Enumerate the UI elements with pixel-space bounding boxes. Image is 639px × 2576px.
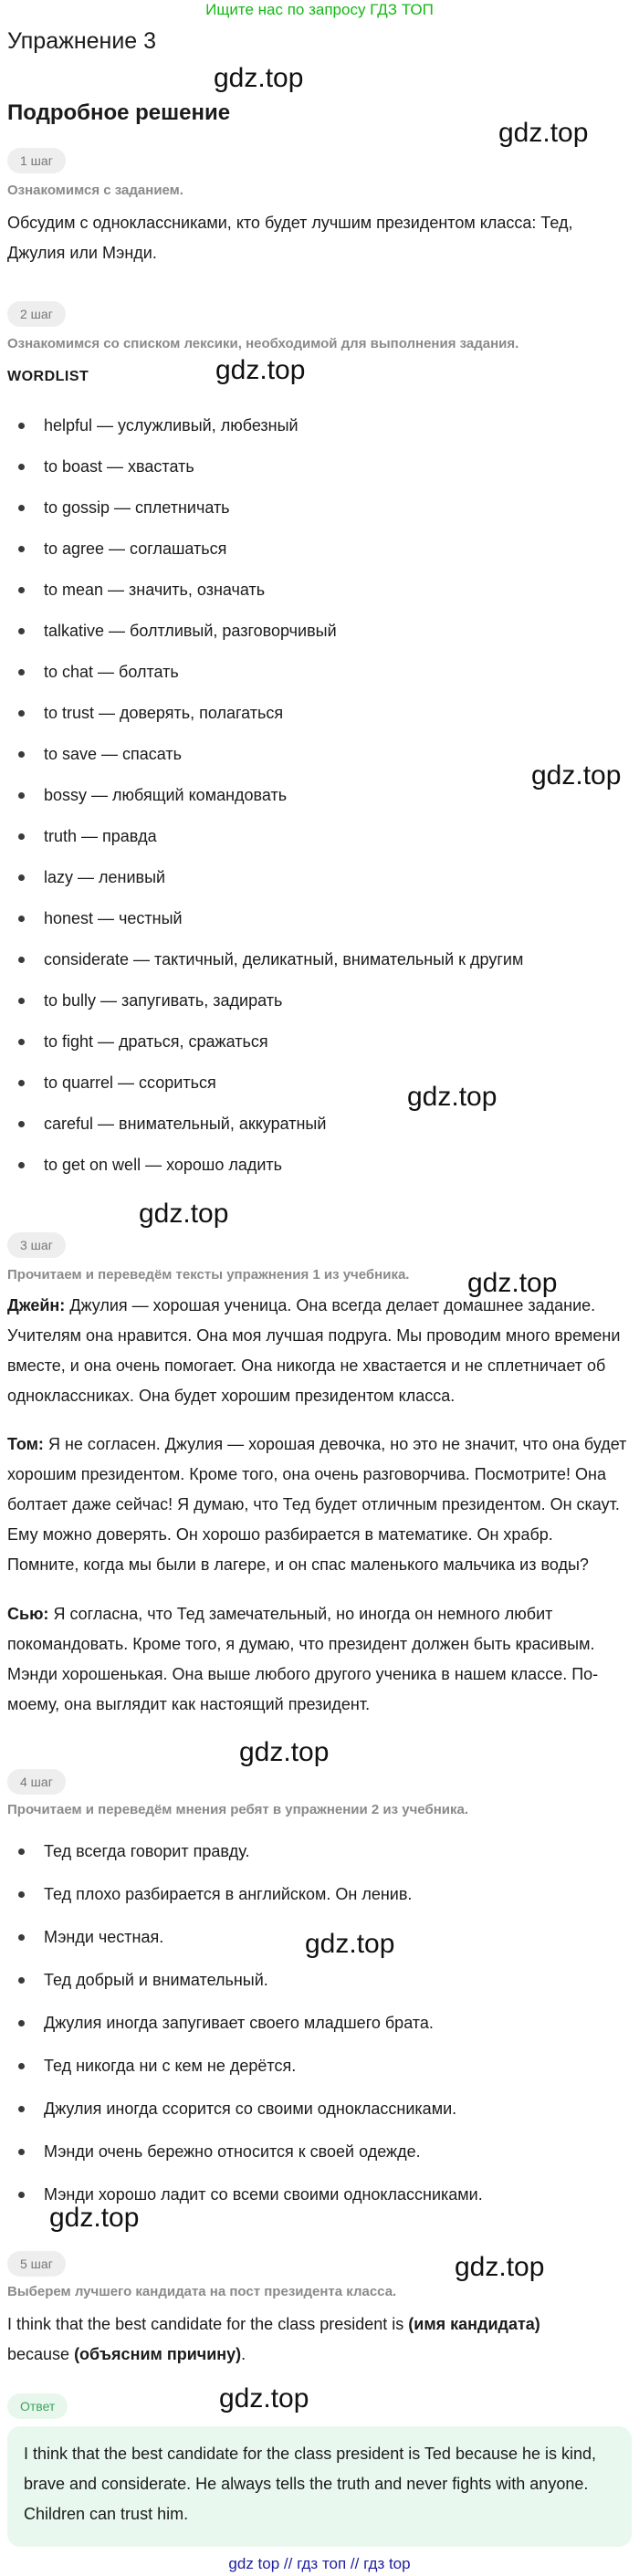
- list-item: [7, 2174, 628, 2215]
- list-item: [7, 1960, 628, 2001]
- bullet-icon: [18, 2063, 25, 2069]
- speaker-name: Сью:: [7, 1605, 49, 1623]
- list-item-text: Мэнди очень бережно относится к своей одежде.: [44, 2142, 421, 2161]
- bullet-icon: [18, 1891, 25, 1898]
- list-item-text: lazy — ленивый: [44, 868, 166, 886]
- watermark: gdz.top: [49, 2203, 140, 2233]
- list-item: [7, 1145, 628, 1186]
- dialogue-paragraph: [7, 1291, 628, 1411]
- answer-text: I think that the best candidate for the class president is Ted because he is kind, brave and considerate. He always tells the truth and never fights with anyone. Children can trust him.: [24, 2445, 597, 2523]
- template-text: I think that the best candidate for the class president is: [7, 2315, 409, 2333]
- footer-links[interactable]: gdz top // гдз топ // гдз top: [228, 2555, 411, 2572]
- task-text: Обсудим с одноклассниками, кто будет лучшим президентом класса: Тед, Джулия или Мэнди.: [7, 214, 573, 262]
- list-item-text: Тед плохо разбирается в английском. Он ленив.: [44, 1885, 413, 1903]
- list-item-text: to trust — доверять, полагаться: [44, 704, 284, 722]
- list-item-text: Джулия иногда ссорится со своими одноклассниками.: [44, 2100, 457, 2118]
- list-item: [7, 1104, 628, 1145]
- list-item: [7, 2131, 628, 2173]
- list-item: [7, 1831, 628, 1872]
- watermark: gdz.top: [407, 1082, 498, 1112]
- list-item: [7, 898, 628, 939]
- watermark: gdz.top: [531, 760, 622, 791]
- list-item-text: to chat — болтать: [44, 663, 179, 681]
- list-item: [7, 611, 628, 652]
- dialogue-paragraph: [7, 1599, 628, 1720]
- list-item: [7, 487, 628, 529]
- list-item: [7, 652, 628, 693]
- bullet-icon: [18, 1162, 25, 1168]
- list-item: [7, 2046, 628, 2087]
- bullet-icon: [18, 1080, 25, 1086]
- watermark: gdz.top: [305, 1929, 395, 1959]
- bullet-icon: [18, 957, 25, 963]
- list-item: [7, 775, 628, 816]
- list-item: [7, 939, 628, 980]
- list-item-text: Тед никогда ни с кем не дерётся.: [44, 2057, 297, 2075]
- watermark: gdz.top: [214, 63, 304, 93]
- list-item: [7, 980, 628, 1021]
- list-item-text: considerate — тактичный, деликатный, внимательный к другим: [44, 950, 524, 969]
- answer-badge: Ответ: [7, 2393, 68, 2419]
- bullet-icon: [18, 1934, 25, 1941]
- watermark: gdz.top: [215, 355, 306, 385]
- list-item: [7, 857, 628, 898]
- list-item-text: Тед добрый и внимательный.: [44, 1971, 268, 1989]
- step-description: Прочитаем и переведём мнения ребят в упражнении 2 из учебника.: [7, 1802, 469, 1817]
- list-item: [7, 1063, 628, 1104]
- bullet-icon: [18, 710, 25, 717]
- watermark: gdz.top: [219, 2383, 309, 2414]
- list-item: [7, 1917, 628, 1958]
- bullet-icon: [18, 546, 25, 552]
- step-badge: 4 шаг: [7, 1769, 66, 1795]
- bullet-icon: [18, 1121, 25, 1127]
- dialogue-text: Джулия — хорошая ученица. Она всегда делает домашнее задание. Учителям она нравится. Она моя лучшая подруга. Мы проводим много времени вместе, и она очень помогает. Она никогда не хвастается и не сплетничает об одноклассниках. Она будет хорошим президентом класса.: [7, 1296, 621, 1405]
- bullet-icon: [18, 916, 25, 922]
- speaker-name: Джейн:: [7, 1296, 66, 1314]
- bullet-icon: [18, 874, 25, 881]
- list-item-text: truth — правда: [44, 827, 157, 845]
- list-item: [7, 2089, 628, 2130]
- list-item-text: to agree — соглашаться: [44, 539, 227, 558]
- dialogue-text: Я не согласен. Джулия — хорошая девочка, но это не значит, что она будет хорошим президентом. Кроме того, она очень разговорчива. Посмотрите! Она болтает даже сейчас! Я думаю, что Тед будет отличным президентом. Он скаут. Ему можно доверять. Он хорошо разбирается в математике. Он храбр. Помните, когда мы были в лагере, и он спас маленького мальчика из воды?: [7, 1435, 627, 1574]
- list-item-text: to quarrel — ссориться: [44, 1073, 216, 1092]
- step-description: Ознакомимся со списком лексики, необходимой для выполнения задания.: [7, 336, 519, 351]
- dialogue-paragraph: [7, 1429, 628, 1580]
- step-description: Прочитаем и переведём тексты упражнения 1 из учебника.: [7, 1267, 410, 1283]
- list-item-text: to boast — хвастать: [44, 457, 194, 476]
- list-item: [7, 405, 628, 446]
- step-badge: 5 шаг: [7, 2251, 66, 2277]
- bullet-icon: [18, 792, 25, 799]
- list-item-text: Мэнди хорошо ладит со всеми своими одноклассниками.: [44, 2185, 483, 2204]
- list-item: [7, 446, 628, 487]
- list-item-text: to mean — значить, означать: [44, 581, 266, 599]
- bullet-icon: [18, 423, 25, 429]
- bullet-icon: [18, 1977, 25, 1984]
- bullet-icon: [18, 2192, 25, 2198]
- list-item-text: to fight — драться, сражаться: [44, 1032, 268, 1051]
- bullet-icon: [18, 833, 25, 840]
- bullet-icon: [18, 628, 25, 634]
- list-item: [7, 529, 628, 570]
- answer-template: [7, 2309, 628, 2370]
- list-item-text: honest — честный: [44, 909, 183, 927]
- solution-title: Подробное решение: [7, 100, 231, 125]
- step-description: Ознакомимся с заданием.: [7, 183, 183, 198]
- bullet-icon: [18, 2149, 25, 2155]
- speaker-name: Том:: [7, 1435, 44, 1453]
- bullet-icon: [18, 1039, 25, 1045]
- watermark: gdz.top: [467, 1268, 558, 1298]
- bullet-icon: [18, 669, 25, 675]
- watermark: gdz.top: [139, 1199, 229, 1229]
- template-text: because: [7, 2345, 75, 2363]
- wordlist-title: WORDLIST: [7, 369, 89, 384]
- list-item: [7, 693, 628, 734]
- list-item-text: to gossip — сплетничать: [44, 498, 230, 517]
- step-description: Выберем лучшего кандидата на пост президента класса.: [7, 2284, 397, 2299]
- watermark: gdz.top: [239, 1737, 330, 1767]
- step-badge: 2 шаг: [7, 301, 66, 327]
- list-item-text: to save — спасать: [44, 745, 183, 763]
- candidate-placeholder: (имя кандидата): [408, 2315, 540, 2333]
- bullet-icon: [18, 2106, 25, 2112]
- bullet-icon: [18, 587, 25, 593]
- list-item: [7, 734, 628, 775]
- list-item-text: to bully — запугивать, задирать: [44, 991, 283, 1010]
- list-item: [7, 816, 628, 857]
- list-item-text: careful — внимательный, аккуратный: [44, 1115, 327, 1133]
- list-item: [7, 1874, 628, 1915]
- bullet-icon: [18, 1848, 25, 1855]
- reason-placeholder: (объясним причину): [74, 2345, 242, 2363]
- step-badge: 1 шаг: [7, 148, 66, 173]
- list-item-text: helpful — услужливый, любезный: [44, 416, 299, 435]
- list-item-text: Мэнди честная.: [44, 1928, 164, 1946]
- bullet-icon: [18, 751, 25, 758]
- list-item-text: to get on well — хорошо ладить: [44, 1156, 283, 1174]
- top-banner[interactable]: Ищите нас по запросу ГДЗ ТОП: [205, 1, 434, 18]
- list-item-text: talkative — болтливый, разговорчивый: [44, 622, 337, 640]
- dialogue-text: Я согласна, что Тед замечательный, но иногда он немного любит покомандовать. Кроме того, я думаю, что президент должен быть красивым. Мэнди хорошенькая. Она выше любого другого ученика в нашем классе. По-моему, она выглядит как настоящий президент.: [7, 1605, 599, 1713]
- watermark: gdz.top: [455, 2252, 545, 2282]
- list-item: [7, 1021, 628, 1063]
- list-item: [7, 570, 628, 611]
- template-text: .: [241, 2345, 246, 2363]
- bullet-icon: [18, 2020, 25, 2026]
- step-badge: 3 шаг: [7, 1232, 66, 1258]
- list-item: [7, 2003, 628, 2044]
- bullet-icon: [18, 505, 25, 511]
- list-item-text: bossy — любящий командовать: [44, 786, 288, 804]
- exercise-title: Упражнение 3: [7, 28, 157, 54]
- list-item-text: Джулия иногда запугивает своего младшего брата.: [44, 2014, 434, 2032]
- list-item-text: Тед всегда говорит правду.: [44, 1842, 250, 1860]
- bullet-icon: [18, 998, 25, 1004]
- bullet-icon: [18, 464, 25, 470]
- watermark: gdz.top: [498, 118, 589, 148]
